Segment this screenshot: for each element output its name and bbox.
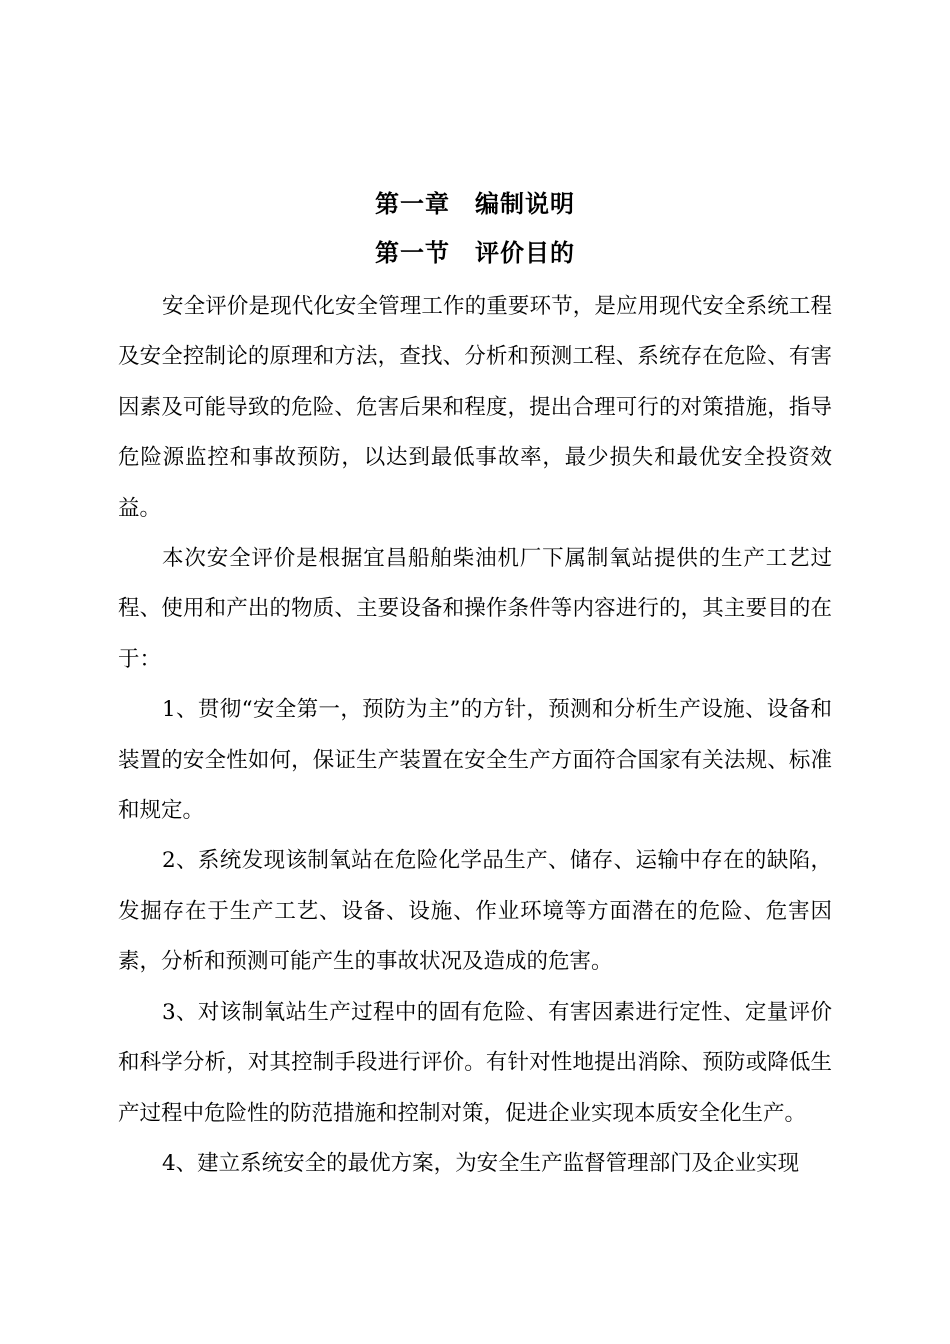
paragraph-item-3: 3、对该制氧站生产过程中的固有危险、有害因素进行定性、定量评价和科学分析，对其控制手段进行评价。有针对性地提出消除、预防或降低生产过程中危险性的防范措施和控制对策，促进企业实现本质安全化生产。	[118, 999, 832, 1126]
section-title: 第一节 评价目的	[375, 238, 575, 267]
paragraph-item-1: 1、贯彻“安全第一，预防为主”的方针，预测和分析生产设施、设备和装置的安全性如何，保证生产装置在安全生产方面符合国家有关法规、标准和规定。	[118, 697, 832, 824]
body-text	[118, 282, 832, 1189]
chapter-title: 第一章 编制说明	[375, 189, 575, 218]
paragraph-intro: 安全评价是现代化安全管理工作的重要环节，是应用现代安全系统工程及安全控制论的原理和方法，查找、分析和预测工程、系统存在危险、有害因素及可能导致的危险、危害后果和程度，提出合理可行的对策措施，指导危险源监控和事故预防，以达到最低事故率，最少损失和最优安全投资效益。	[118, 294, 832, 521]
paragraph-item-4: 4、建立系统安全的最优方案，为安全生产监督管理部门及企业实现	[162, 1150, 800, 1176]
paragraph-purpose: 本次安全评价是根据宜昌船舶柴油机厂下属制氧站提供的生产工艺过程、使用和产出的物质、主要设备和操作条件等内容进行的，其主要目的在于：	[118, 546, 832, 672]
paragraph-item-2: 2、系统发现该制氧站在危险化学品生产、储存、运输中存在的缺陷，发掘存在于生产工艺、设备、设施、作业环境等方面潜在的危险、危害因素，分析和预测可能产生的事故状况及造成的危害。	[118, 848, 832, 975]
